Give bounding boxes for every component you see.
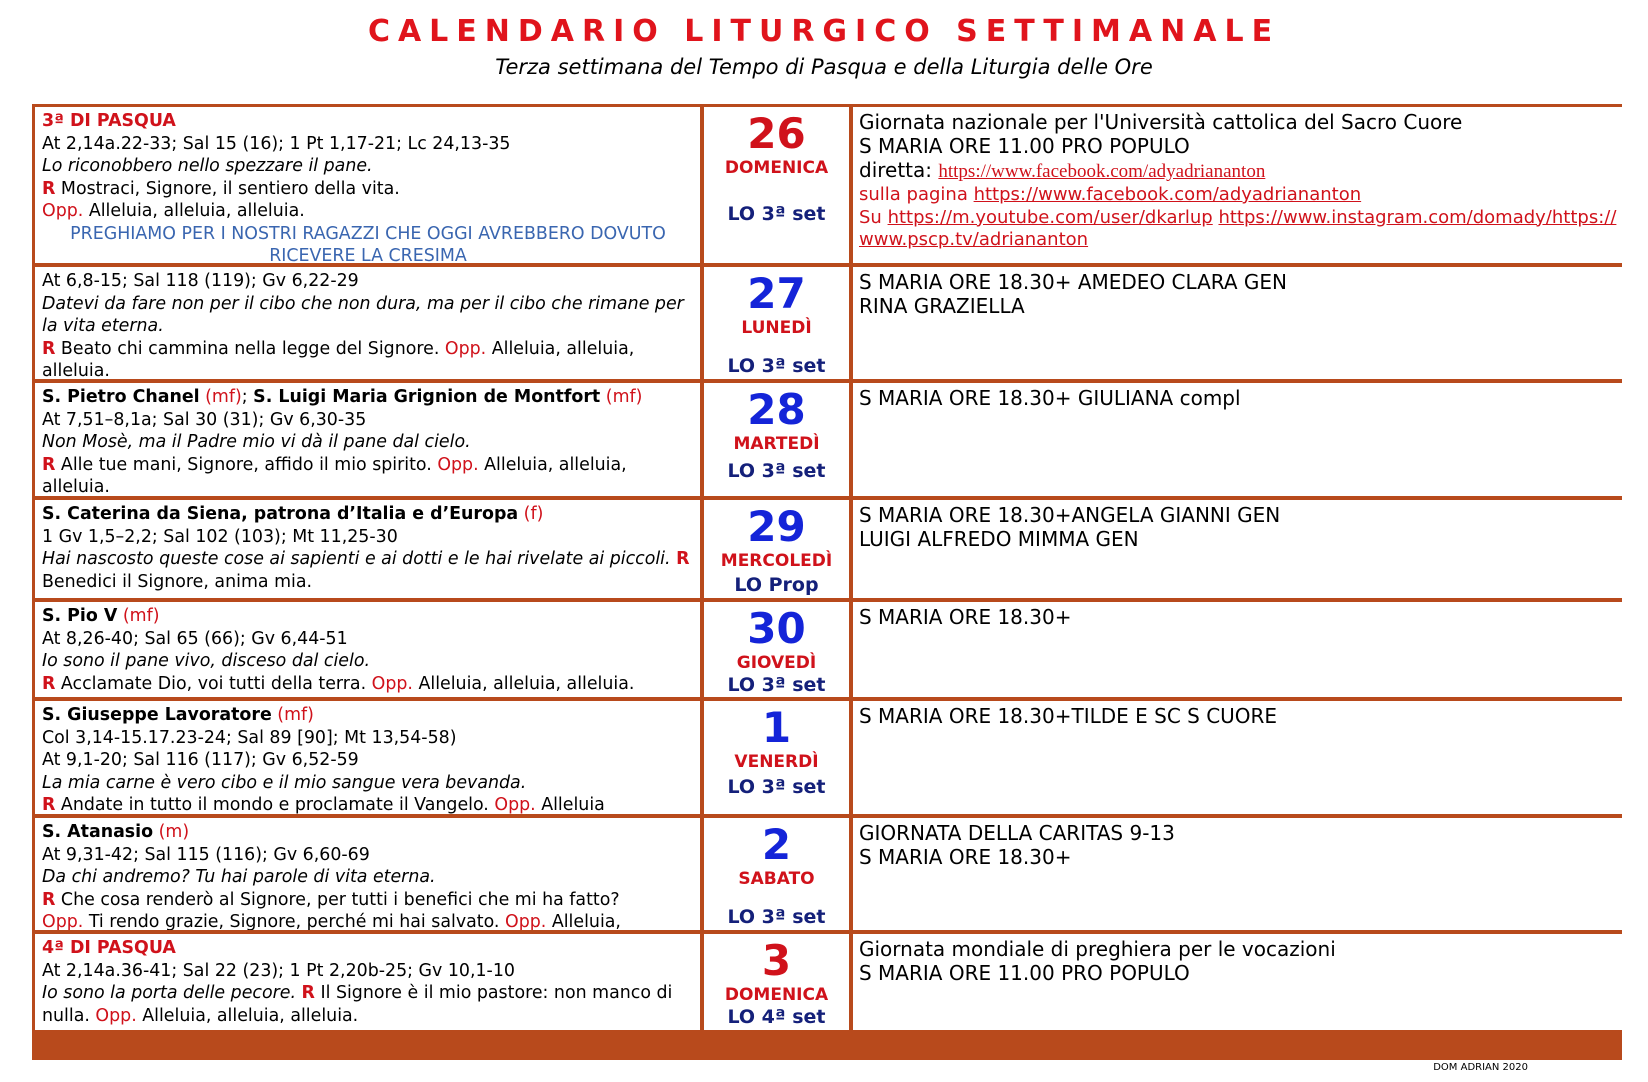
liturgy-cell-30: [35, 602, 700, 697]
notes-cell-30: [853, 602, 1625, 697]
notes-line: S MARIA ORE 18.30+ AMEDEO CLARA GEN: [859, 270, 1288, 294]
liturgy-of-hours: LO Prop: [734, 574, 819, 596]
feast-rank: (mf): [117, 606, 160, 626]
day-name: DOMENICA: [724, 158, 829, 178]
notes-line: S MARIA ORE 18.30+: [859, 605, 1072, 629]
liturgy-cell-3: [35, 934, 700, 1030]
opp-label: Opp.: [42, 912, 84, 930]
feast-title: S. Giuseppe Lavoratore: [42, 705, 272, 725]
notes-cell-1: [853, 701, 1625, 814]
opp-label: Opp.: [42, 201, 84, 221]
day-number: 2: [761, 820, 792, 869]
liturgy-cell-2: [35, 818, 700, 930]
opp-label-2: Opp.: [505, 912, 547, 930]
su-label: Su: [859, 206, 888, 228]
opp-response: Alleluia, alleluia, alleluia.: [42, 338, 635, 379]
readings: At 6,8-15; Sal 118 (119); Gv 6,22-29: [42, 271, 359, 291]
day-number: 29: [747, 502, 806, 551]
response-label: R: [676, 549, 690, 569]
notes-cell-27: [853, 267, 1625, 379]
antiphon: La mia carne è vero cibo e il mio sangue vera bevanda.: [42, 772, 527, 793]
opp-label: Opp.: [371, 673, 413, 694]
readings: At 8,26-40; Sal 65 (66); Gv 6,44-51: [42, 628, 348, 649]
liturgy-cell-1: [35, 701, 700, 814]
liturgy-cell-28: [35, 383, 700, 496]
antiphon: Io sono il pane vivo, disceso dal cielo.: [42, 651, 371, 671]
sulla-pagina-label: sulla pagina: [859, 184, 974, 205]
date-cell-29: [704, 500, 849, 598]
day-name: GIOVEDÌ: [736, 653, 817, 673]
day-name: MERCOLEDÌ: [720, 551, 833, 571]
date-cell-3: [704, 934, 849, 1030]
feast-title: 4ª DI PASQUA: [42, 938, 176, 958]
opp-label: Opp.: [95, 1005, 137, 1026]
day-number: 3: [761, 936, 792, 985]
liturgy-cell-26: [35, 107, 700, 263]
response: Beato chi cammina nella legge del Signore.: [55, 338, 445, 359]
day-name: MARTEDÌ: [733, 434, 820, 454]
notes-line: Giornata nazionale per l'Università cattolica del Sacro Cuore: [859, 110, 1463, 134]
notes-line: S MARIA ORE 18.30+ GIULIANA compl: [859, 386, 1241, 410]
readings: Col 3,14-15.17.23-24; Sal 89 [90]; Mt 13,54-58): [42, 727, 457, 748]
response: Mostraci, Signore, il sentiero della vita.: [55, 178, 400, 199]
liturgy-of-hours: LO 4ª set: [727, 1006, 826, 1028]
liturgy-of-hours: LO 3ª set: [727, 203, 826, 225]
page-title: CALENDARIO LITURGICO SETTIMANALE: [367, 14, 1281, 49]
opp-response: Alleluia, alleluia, alleluia.: [136, 1005, 359, 1026]
day-name: SABATO: [738, 869, 815, 889]
notes-line: Giornata mondiale di preghiera per le vocazioni: [859, 937, 1336, 961]
liturgy-of-hours: LO 3ª set: [727, 355, 826, 377]
antiphon: Hai nascosto queste cose ai sapienti e ai dotti e le hai rivelate ai piccoli.: [42, 549, 671, 569]
day-name: LUNEDÌ: [741, 318, 812, 338]
opp-response-2: Alleluia,: [546, 912, 621, 930]
opp-response: Alleluia, alleluia, alleluia.: [83, 201, 305, 221]
readings: 1 Gv 1,5–2,2; Sal 102 (103); Mt 11,25-30: [42, 526, 398, 547]
readings: At 9,31-42; Sal 115 (116); Gv 6,60-69: [42, 844, 370, 865]
liturgy-of-hours: LO 3ª set: [727, 460, 826, 482]
youtube-link[interactable]: https://m.youtube.com/user/dkarlup: [887, 206, 1213, 228]
footer-credit: DOM ADRIAN 2020: [1433, 1062, 1528, 1073]
feast-rank: (mf): [199, 387, 242, 407]
day-number: 30: [747, 604, 806, 653]
feast-title-2: S. Luigi Maria Grignion de Montfort: [253, 387, 601, 407]
response-label: R: [42, 889, 56, 910]
liturgy-cell-27: [35, 267, 700, 379]
date-cell-30: [704, 602, 849, 697]
date-cell-27: [704, 267, 849, 379]
facebook-link[interactable]: https://www.facebook.com/adyadriananton: [938, 161, 1266, 182]
notes-cell-2: [853, 818, 1625, 930]
opp-response: Alleluia, alleluia, alleluia.: [42, 454, 627, 496]
day-number: 27: [747, 269, 806, 318]
response-label: R: [42, 178, 56, 199]
feast-rank: (mf): [271, 705, 314, 725]
readings-alt: At 9,1-20; Sal 116 (117); Gv 6,52-59: [42, 750, 359, 770]
opp-response: Alleluia: [535, 795, 605, 814]
response-label: R: [42, 454, 56, 475]
response: Acclamate Dio, voi tutti della terra.: [55, 673, 372, 694]
feast-title: S. Atanasio: [42, 822, 154, 842]
liturgy-of-hours: LO 3ª set: [727, 906, 826, 928]
notes-line: S MARIA ORE 18.30+: [859, 845, 1072, 869]
antiphon: Da chi andremo? Tu hai parole di vita eterna.: [42, 867, 436, 887]
date-cell-26: [704, 107, 849, 263]
notes-cell-3: [853, 934, 1625, 1030]
feast-rank: (m): [153, 822, 190, 842]
day-name: DOMENICA: [724, 985, 829, 1005]
feast-rank-2: (mf): [600, 387, 643, 407]
liturgical-calendar-table: [32, 104, 1622, 1060]
opp-response: Alleluia, alleluia, alleluia.: [412, 673, 635, 694]
response-label: R: [42, 795, 56, 814]
date-cell-28: [704, 383, 849, 496]
notes-line: LUIGI ALFREDO MIMMA GEN: [859, 527, 1139, 551]
feast-title: S. Pio V: [42, 606, 118, 626]
liturgy-cell-29: [35, 500, 700, 598]
notes-line: S MARIA ORE 18.30+ANGELA GIANNI GEN: [859, 503, 1281, 527]
liturgy-of-hours: LO 3ª set: [727, 674, 826, 696]
date-cell-1: [704, 701, 849, 814]
day-number: 28: [747, 385, 806, 434]
date-cell-2: [704, 818, 849, 930]
response: Andate in tutto il mondo e proclamate il Vangelo.: [55, 795, 495, 814]
notes-cell-26: [853, 107, 1625, 263]
notes-cell-29: [853, 500, 1625, 598]
feast-title: S. Caterina da Siena, patrona d’Italia e d’Europa: [42, 504, 519, 524]
antiphon: Lo riconobbero nello spezzare il pane.: [42, 156, 373, 176]
day-number: 26: [747, 109, 806, 158]
antiphon: Datevi da fare non per il cibo che non dura, ma per il cibo che rimane per la vita eterna.: [42, 293, 684, 336]
notes-line: S MARIA ORE 11.00 PRO POPULO: [859, 134, 1190, 158]
response: Il Signore è il mio pastore: non manco di nulla.: [42, 983, 673, 1026]
feast-title: 3ª DI PASQUA: [42, 111, 176, 131]
feast-title: S. Pietro Chanel: [42, 387, 200, 407]
response: Che cosa renderò al Signore, per tutti i benefici che mi ha fatto?: [55, 889, 620, 910]
readings: At 2,14a.22-33; Sal 15 (16); 1 Pt 1,17-21; Lc 24,13-35: [42, 133, 511, 154]
diretta-label: diretta:: [859, 158, 939, 182]
facebook-page-link[interactable]: https://www.facebook.com/adyadriananton: [973, 184, 1362, 205]
response: Alle tue mani, Signore, affido il mio spirito.: [55, 454, 438, 475]
feast-separator: ;: [241, 387, 254, 407]
opp-label: Opp.: [494, 795, 536, 814]
antiphon: Io sono la porta delle pecore.: [42, 983, 302, 1003]
response-label: R: [42, 338, 56, 359]
opp-label: Opp.: [437, 454, 479, 475]
response: Benedici il Signore, anima mia.: [42, 571, 313, 592]
antiphon: Non Mosè, ma il Padre mio vi dà il pane dal cielo.: [42, 432, 471, 452]
opp-response: Ti rendo grazie, Signore, perché mi hai salvato.: [83, 912, 505, 930]
notes-cell-28: [853, 383, 1625, 496]
response-label: R: [42, 673, 56, 694]
notes-line: S MARIA ORE 18.30+TILDE E SC S CUORE: [859, 704, 1278, 728]
feast-rank: (f): [518, 504, 544, 524]
prayer-note: PREGHIAMO PER I NOSTRI RAGAZZI CHE OGGI AVREBBERO DOVUTO RICEVERE LA CRESIMA: [70, 223, 666, 263]
opp-label: Opp.: [444, 338, 487, 359]
liturgy-of-hours: LO 3ª set: [727, 776, 826, 798]
notes-line: RINA GRAZIELLA: [859, 294, 1025, 318]
notes-line: GIORNATA DELLA CARITAS 9-13: [859, 821, 1175, 845]
instagram-periscope-link[interactable]: https://www.instagram.com/domady/https://www.pscp.tv/adriananton: [859, 206, 1617, 250]
day-name: VENERDÌ: [734, 752, 819, 772]
readings: At 2,14a.36-41; Sal 22 (23); 1 Pt 2,20b-25; Gv 10,1-10: [42, 960, 515, 981]
response-label: R: [301, 983, 315, 1003]
notes-line: S MARIA ORE 11.00 PRO POPULO: [859, 961, 1190, 985]
page-subtitle: Terza settimana del Tempo di Pasqua e della Liturgia delle Ore: [495, 55, 1153, 79]
readings: At 7,51–8,1a; Sal 30 (31); Gv 6,30-35: [42, 409, 367, 430]
day-number: 1: [761, 703, 792, 752]
